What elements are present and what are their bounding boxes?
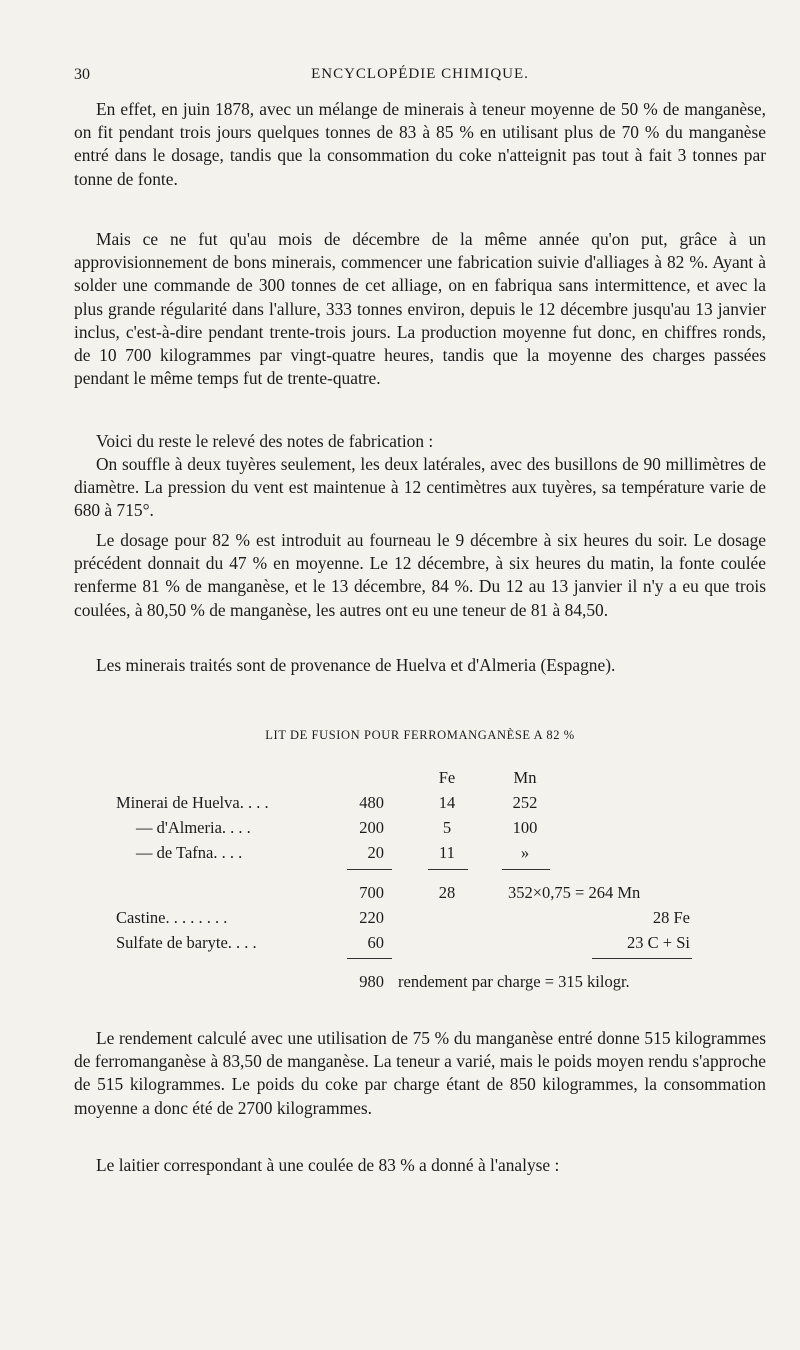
paragraph-3: Voici du reste le relevé des notes de fabrication : <box>96 431 434 451</box>
paragraph-8: Le laitier correspondant à une coulée de 83 % a donné à l'analyse : <box>96 1155 560 1175</box>
page-header <box>74 66 766 88</box>
row-mn-tafna: » <box>520 843 530 862</box>
col-header-fe: Fe <box>438 768 456 787</box>
row-note-castine: 28 Fe <box>652 908 690 927</box>
row-fe-almeria: 5 <box>442 818 452 837</box>
paragraph-2: Mais ce ne fut qu'au mois de décembre de la même année qu'on put, grâce à un approvisionnement de bons minerais, commencer une fabrication suivie d'alliages à 82 %. Ayant à solder une commande de 300 tonnes de cet alliage, on en fabriqua sans intermittence, et avec la plus grande régularité dans l'allure, 333 tonnes environ, depuis le 12 décembre jusqu'au 13 janvier inclus, c'est-à-dire pendant trente-trois jours. La production moyenne fut donc, en chiffres ronds, de 10 700 kilogrammes par vingt-quatre heures, tandis que la moyenne des charges passées pendant le même temps fut de trente-quatre. <box>74 229 766 389</box>
row-label-tafna: — de Tafna. . . . <box>136 843 243 862</box>
row-mn-almeria: 100 <box>512 818 538 837</box>
row-qty-almeria: 200 <box>359 818 384 837</box>
rule-fe-subtotal <box>428 869 468 870</box>
page-number: 30 <box>74 66 90 83</box>
total-yield-text: rendement par charge = 315 kilogr. <box>398 972 630 991</box>
paragraph-5: Le dosage pour 82 % est introduit au fourneau le 9 décembre à six heures du soir. Le dosage précédent donnait du 47 % en moyenne. Le 12 décembre, à six heures du matin, la fonte coulée renferme 81 % de manganèse, et le 13 décembre, 84 %. Du 12 au 13 janvier il n'y a eu que trois coulées, à 80,50 % de manganèse, les autres ont eu une teneur de 81 à 84,50. <box>74 530 766 620</box>
paragraph-1: En effet, en juin 1878, avec un mélange de minerais à teneur moyenne de 50 % de manganèse, on fit pendant trois jours quelques tonnes de 83 à 85 % en utilisant plus de 70 % du manganèse entré dans le dosage, tandis que la consommation du coke n'atteignit pas tout à fait 3 tonnes par tonne de fonte. <box>74 99 766 189</box>
paragraph-7: Le rendement calculé avec une utilisation de 75 % du manganèse entré donne 515 kilogrammes de ferromanganèse à 83,50 de manganèse. La teneur a varié, mais le poids moyen rendu s'approche de 515 kilogrammes. Le poids du coke par charge étant de 850 kilogrammes, la consommation moyenne a donc été de 2700 kilogrammes. <box>74 1028 766 1118</box>
subtotal-mn-calc: 352×0,75 = 264 Mn <box>508 883 641 902</box>
row-label-huelva: Minerai de Huelva. . . . <box>116 793 269 812</box>
row-fe-huelva: 14 <box>438 793 456 812</box>
row-label-almeria: — d'Almeria. . . . <box>136 818 251 837</box>
subtotal-qty: 700 <box>359 883 384 902</box>
row-qty-sulfate: 60 <box>367 933 384 952</box>
rule-note-total <box>592 958 692 959</box>
paragraph-6: Les minerais traités sont de provenance de Huelva et d'Almeria (Espagne). <box>96 655 616 675</box>
row-note-sulfate: 23 C + Si <box>627 933 690 952</box>
row-label-sulfate: Sulfate de baryte. . . . <box>116 933 257 952</box>
row-qty-castine: 220 <box>359 908 384 927</box>
total-qty: 980 <box>359 972 384 991</box>
row-qty-tafna: 20 <box>367 843 384 862</box>
table-title: LIT DE FUSION POUR FERROMANGANÈSE A 82 % <box>265 728 575 742</box>
paragraph-4: On souffle à deux tuyères seulement, les deux latérales, avec des busillons de 90 millimètres de diamètre. La pression du vent est maintenue à 12 centimètres aux tuyères, sa température varie de 680 à 715°. <box>74 454 766 521</box>
rule-qty-total <box>347 958 392 959</box>
row-qty-huelva: 480 <box>359 793 384 812</box>
rule-qty-subtotal <box>347 869 392 870</box>
col-header-mn: Mn <box>513 768 537 787</box>
running-title: ENCYCLOPÉDIE CHIMIQUE. <box>311 66 529 82</box>
rule-mn-subtotal <box>502 869 550 870</box>
row-label-castine: Castine. . . . . . . . <box>116 908 228 927</box>
row-mn-huelva: 252 <box>512 793 538 812</box>
row-fe-tafna: 11 <box>439 843 455 862</box>
subtotal-fe: 28 <box>438 883 456 902</box>
